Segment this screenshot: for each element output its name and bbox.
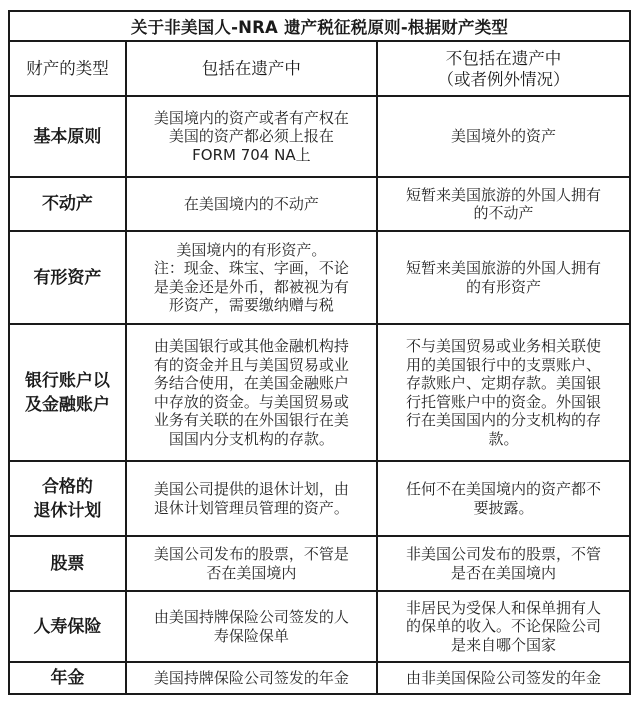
included-cell	[126, 536, 377, 591]
excluded-cell	[377, 177, 630, 231]
included-line: 有的资金并且与美国贸易或业	[153, 355, 349, 374]
excluded-line: 用的美国银行中的支票账户、	[405, 355, 601, 374]
included-line: 中存放的资金。与美国贸易或	[153, 392, 349, 411]
included-cell	[126, 324, 377, 461]
included-line: 由美国持牌保险公司签发的人	[153, 608, 349, 626]
included-cell	[126, 96, 377, 177]
excluded-line: 不与美国贸易或业务相关联使	[405, 337, 601, 355]
nra-estate-tax-table	[8, 10, 631, 695]
included-line: 否在美国境内	[206, 563, 297, 582]
table-row	[9, 591, 630, 662]
excluded-cell	[377, 591, 630, 662]
category-cell	[9, 231, 126, 324]
category-line: 年金	[50, 668, 85, 688]
included-cell	[126, 231, 377, 324]
excluded-line: 存款账户、定期存款。美国银	[405, 374, 601, 392]
excluded-line: 的有形资产	[465, 277, 541, 296]
header-excluded-line1: 不包括在遗产中	[445, 48, 562, 68]
excluded-line: 行托管账户中的资金。外国银	[405, 392, 601, 411]
included-line: 注：现金、珠宝、字画，不论	[153, 259, 349, 277]
excluded-line: 任何不在美国境内的资产都不	[405, 480, 601, 498]
category-line: 不动产	[41, 194, 93, 214]
included-cell	[126, 177, 377, 231]
category-line: 有形资产	[33, 267, 102, 288]
excluded-cell	[377, 461, 630, 536]
excluded-cell	[377, 96, 630, 177]
included-line: 美国境内的有形资产。	[176, 240, 327, 259]
category-line: 合格的	[41, 476, 93, 497]
excluded-line: 是来自哪个国家	[450, 635, 556, 654]
included-line: 在美国境内的不动产	[183, 194, 319, 213]
excluded-line: 短暂来美国旅游的外国人拥有	[405, 259, 601, 277]
included-line: 美国境内的资产或者有产权在	[153, 108, 349, 127]
table-row	[9, 231, 630, 324]
excluded-line: 要披露。	[473, 498, 534, 517]
included-line: 寿保险保单	[213, 626, 289, 645]
category-line: 基本原则	[33, 126, 102, 147]
excluded-cell	[377, 662, 630, 694]
included-line: 是美金还是外币，都被视为有	[153, 277, 349, 296]
category-line: 银行账户以	[24, 370, 110, 391]
excluded-line: 非美国公司发布的股票，不管	[405, 545, 601, 563]
excluded-cell	[377, 536, 630, 591]
included-cell	[126, 591, 377, 662]
category-cell	[9, 536, 126, 591]
excluded-line: 的保单的收入。不论保险公司	[405, 617, 601, 636]
title-row	[9, 11, 630, 41]
excluded-line: 美国境外的资产	[450, 127, 556, 146]
included-line: 务结合使用，在美国金融账户	[153, 374, 349, 392]
included-line: 形资产，需要缴纳赠与税	[168, 296, 334, 314]
excluded-line: 行在美国国内的分支机构的存	[405, 411, 601, 429]
table-row	[9, 461, 630, 536]
excluded-line: 非居民为受保人和保单拥有人	[405, 598, 601, 617]
excluded-line: 的不动产	[473, 204, 534, 222]
table-row	[9, 177, 630, 231]
header-category: 财产的类型	[9, 41, 126, 96]
included-cell	[126, 662, 377, 694]
included-line: 退休计划管理员管理的资产。	[153, 498, 349, 517]
header-excluded	[377, 41, 630, 96]
included-cell	[126, 461, 377, 536]
excluded-cell	[377, 231, 630, 324]
included-line: 美国的资产都必须上报在	[168, 127, 334, 146]
excluded-line: 短暂来美国旅游的外国人拥有	[405, 185, 601, 204]
category-cell	[9, 177, 126, 231]
table-title: 关于非美国人-NRA 遗产税征税原则-根据财产类型	[9, 11, 630, 41]
category-cell	[9, 324, 126, 461]
table-row	[9, 96, 630, 177]
header-excluded-line2: （或者例外情况）	[437, 69, 570, 89]
included-line: 美国持牌保险公司签发的年金	[153, 668, 349, 687]
category-cell	[9, 461, 126, 536]
category-cell	[9, 591, 126, 662]
category-cell	[9, 662, 126, 694]
included-line: 业务有关联的在外国银行在美	[153, 411, 349, 429]
category-cell	[9, 96, 126, 177]
included-line: 由美国银行或其他金融机构持	[153, 337, 349, 355]
excluded-cell	[377, 324, 630, 461]
category-line: 人寿保险	[33, 616, 102, 637]
category-line: 股票	[50, 553, 85, 574]
table-row	[9, 324, 630, 461]
excluded-line: 款。	[488, 429, 519, 448]
excluded-line: 由非美国保险公司签发的年金	[405, 668, 601, 687]
table-row	[9, 536, 630, 591]
category-line: 退休计划	[33, 500, 102, 521]
header-included: 包括在遗产中	[126, 41, 377, 96]
table-row	[9, 662, 630, 694]
included-line: 美国公司发布的股票，不管是	[153, 545, 349, 563]
included-line: FORM 704 NA上	[192, 145, 311, 164]
category-line: 及金融账户	[24, 394, 110, 415]
included-line: 国国内分支机构的存款。	[168, 429, 334, 448]
excluded-line: 是否在美国境内	[450, 563, 556, 582]
included-line: 美国公司提供的退休计划，由	[153, 480, 349, 498]
header-row	[9, 41, 630, 96]
